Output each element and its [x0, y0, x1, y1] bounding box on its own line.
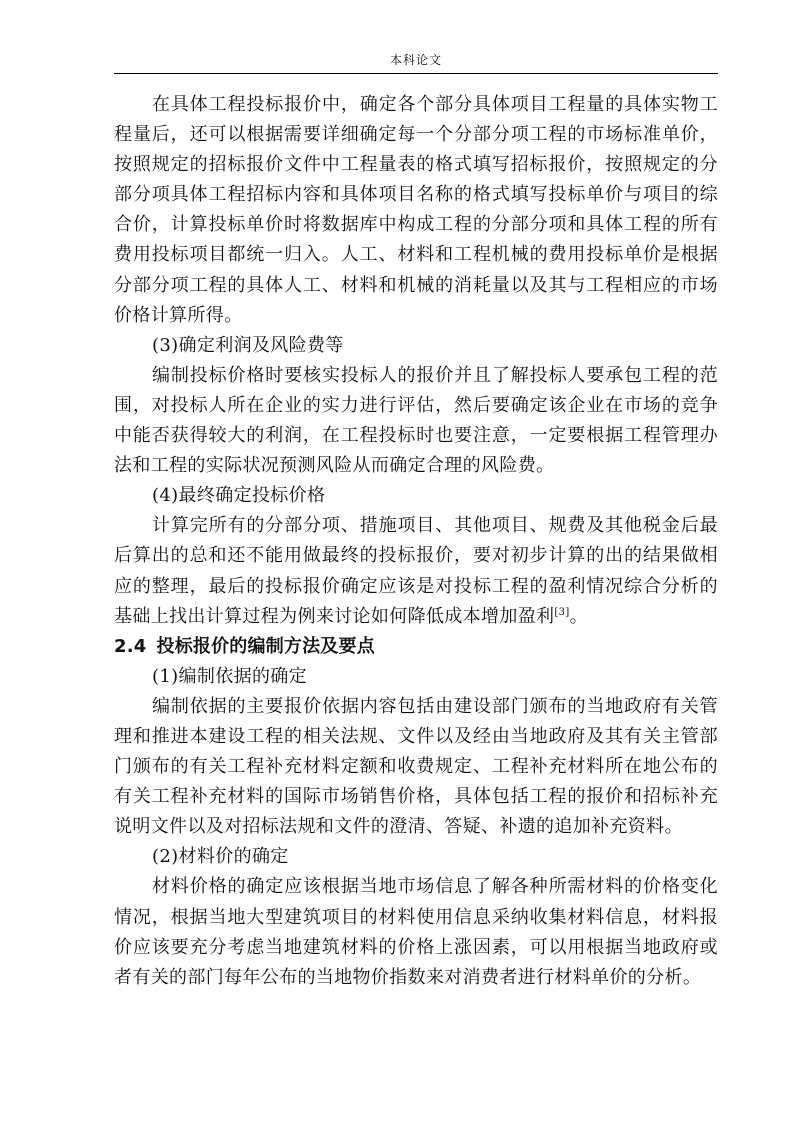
subheading-basis: (1)编制依据的确定 — [152, 665, 307, 687]
paragraph-profit-risk: 编制投标价格时要核实投标人的报价并且了解投标人要承包工程的范围，对投标人所在企业的实力进行评估，然后要确定该企业在市场的竞争中能否获得较大的利润，在工程投标时也要注意，一定要根据工程管理办法和工程的实际状况预测风险从而确定合理的风险费。 — [114, 364, 718, 477]
subheading-material-price: (2)材料价的确定 — [152, 846, 289, 868]
subheading-final-price: (4)最终确定投标价格 — [152, 485, 326, 507]
section-heading — [114, 632, 718, 662]
paragraph-final-price — [114, 511, 718, 631]
paragraph-material-price: 材料价格的确定应该根据当地市场信息了解各种所需材料的价格变化情况，根据当地大型建筑项目的材料使用信息采纳收集材料信息，材料报价应该要充分考虑当地建筑材料的价格上涨因素，可以用根据当地政府或者有关的部门每年公布的当地物价指数来对消费者进行材料单价的分析。 — [114, 876, 718, 988]
section-title: 投标报价的编制方法及要点 — [156, 635, 375, 657]
paragraph-final-price-text: 计算完所有的分部分项、措施项目、其他项目、规费及其他税金后最后算出的总和还不能用做最终的投标报价，要对初步计算的出的结果做相应的整理，最后的投标报价确定应该是对投标工程的盈利情况综合分析的基础上找出计算过程为例来讨论如何降低成本增加盈利 — [114, 515, 718, 627]
header-divider — [114, 73, 718, 74]
citation-marker: [3] — [554, 606, 570, 618]
document-body — [114, 90, 718, 993]
paragraph-basis: 编制依据的主要报价依据内容包括由建设部门颁布的当地政府有关管理和推进本建设工程的相关法规、文件以及经由当地政府及其有关主管部门颁布的有关工程补充材料定额和收费规定、工程补充材料所在地公布的有关工程补充材料的国际市场销售价格，具体包括工程的报价和招标补充说明文件以及对招标法规和文件的澄清、答疑、补遗的追加补充资料。 — [114, 695, 718, 838]
paragraph-final-price-end: 。 — [569, 605, 588, 627]
running-header: 本科论文 — [389, 53, 442, 67]
subheading-profit-risk: (3)确定利润及风险费等 — [152, 334, 344, 356]
section-number: 2.4 — [114, 635, 147, 657]
paragraph-unit-price: 在具体工程投标报价中，确定各个部分具体项目工程量的具体实物工程量后，还可以根据需要详细确定每一个分部分项工程的市场标准单价，按照规定的招标报价文件中工程量表的格式填写招标报价，按照规定的分部分项具体工程招标内容和具体项目名称的格式填写投标单价与项目的综合价，计算投标单价时将数据库中构成工程的分部分项和具体工程的所有费用投标项目都统一归入。人工、材料和工程机械的费用投标单价是根据分部分项工程的具体人工、材料和机械的消耗量以及其与工程相应的市场价格计算所得。 — [114, 94, 718, 326]
